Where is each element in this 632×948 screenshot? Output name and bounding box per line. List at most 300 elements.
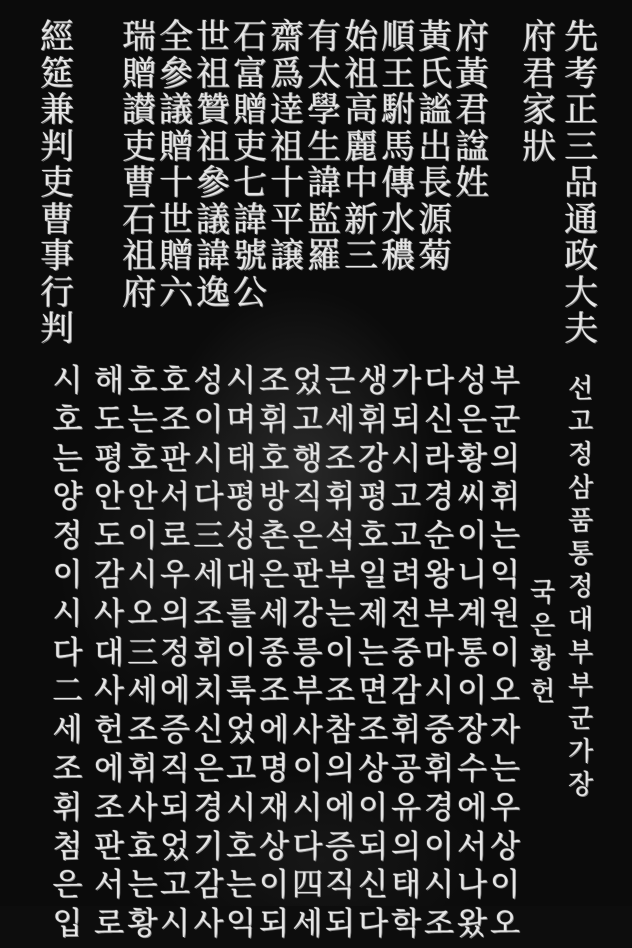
glyph: 府 (455, 17, 489, 57)
glyph: 有 (307, 17, 341, 57)
glyph: 판 (94, 828, 124, 865)
glyph: 에 (259, 712, 289, 749)
glyph: 촌 (259, 518, 289, 555)
glyph: 이 (127, 518, 158, 555)
glyph: 학 (391, 906, 421, 943)
glyph: 이 (292, 750, 323, 787)
hanja-column-1 (564, 17, 598, 349)
glyph: 시 (193, 440, 224, 477)
glyph: 穠 (381, 236, 415, 276)
glyph: 경 (193, 789, 224, 826)
glyph: 사 (127, 789, 158, 826)
glyph: 호 (226, 828, 256, 865)
glyph: 은 (259, 556, 289, 593)
glyph: 부 (568, 671, 594, 701)
glyph: 씨 (457, 479, 487, 516)
glyph: 品 (564, 163, 598, 203)
glyph: 三 (193, 518, 224, 555)
glyph: 조 (325, 440, 355, 477)
glyph: 선 (568, 374, 594, 404)
glyph: 양 (52, 479, 83, 516)
glyph: 익 (490, 556, 520, 593)
glyph: 고 (391, 479, 421, 516)
glyph: 강 (358, 440, 388, 477)
hangul-column-10 (193, 363, 224, 948)
glyph: 의 (391, 828, 421, 865)
glyph: 서 (457, 828, 487, 865)
glyph: 狀 (522, 126, 556, 167)
glyph: 贈 (122, 53, 156, 94)
glyph: 생 (358, 363, 388, 399)
glyph: 吏 (122, 126, 156, 167)
glyph: 瑞 (122, 17, 156, 57)
glyph: 黃 (455, 53, 489, 94)
glyph: 馬 (381, 126, 415, 167)
glyph: 七 (233, 163, 267, 203)
glyph: 參 (159, 53, 193, 94)
glyph: 府 (522, 17, 556, 57)
glyph: 四 (292, 867, 323, 904)
glyph: 증 (325, 828, 355, 865)
hanja-column-10 (196, 17, 230, 313)
glyph: 왕 (424, 556, 454, 593)
hangul-title (568, 376, 593, 805)
glyph: 려 (391, 556, 421, 593)
glyph: 議 (196, 199, 230, 240)
glyph: 曹 (122, 163, 156, 203)
glyph: 六 (159, 272, 193, 313)
glyph: 君 (455, 90, 489, 130)
glyph: 면 (358, 673, 388, 710)
glyph: 조 (193, 595, 224, 632)
hanja-column-6 (344, 17, 378, 276)
glyph: 에 (457, 789, 487, 826)
glyph: 우 (490, 789, 520, 826)
glyph: 공 (391, 750, 421, 787)
glyph: 生 (307, 126, 341, 167)
glyph: 조 (127, 712, 158, 749)
glyph: 었 (160, 828, 190, 865)
glyph: 平 (270, 199, 304, 240)
glyph: 에 (325, 789, 355, 826)
glyph: 의 (160, 595, 190, 632)
glyph: 입 (52, 906, 83, 943)
glyph: 太 (307, 53, 341, 94)
hanja-column-9 (233, 17, 267, 313)
glyph: 익 (226, 906, 256, 943)
glyph: 휘 (259, 401, 289, 438)
glyph: 經 (40, 17, 74, 57)
hanja-column-8 (270, 17, 304, 276)
glyph: 상 (490, 828, 520, 865)
glyph: 조 (424, 906, 454, 943)
glyph: 에 (160, 673, 190, 710)
glyph: 政 (564, 236, 598, 276)
glyph: 조 (325, 673, 355, 710)
glyph: 夫 (564, 309, 598, 349)
glyph: 逹 (270, 90, 304, 130)
hangul-column-8 (259, 363, 289, 948)
glyph: 다 (193, 479, 224, 516)
hangul-column-4 (391, 363, 421, 948)
glyph: 부 (490, 363, 520, 399)
glyph: 氏 (418, 53, 452, 94)
glyph: 서 (160, 479, 190, 516)
hangul-column-12 (127, 363, 158, 948)
glyph: 수 (457, 750, 487, 787)
glyph: 황 (457, 440, 487, 477)
glyph: 世 (196, 17, 230, 57)
glyph: 부 (568, 638, 594, 668)
glyph: 호 (127, 363, 158, 399)
glyph: 石 (233, 17, 267, 57)
glyph: 駙 (381, 90, 415, 130)
glyph: 삼 (568, 473, 594, 503)
glyph: 贈 (233, 90, 267, 130)
glyph: 이 (490, 867, 520, 904)
glyph: 齋 (270, 17, 304, 57)
glyph: 다 (292, 828, 323, 865)
glyph: 참 (325, 712, 355, 749)
glyph: 시 (52, 363, 83, 399)
glyph: 祖 (344, 53, 378, 94)
glyph: 水 (381, 199, 415, 240)
glyph: 爲 (270, 53, 304, 94)
glyph: 에 (94, 750, 124, 787)
glyph: 니 (457, 556, 487, 593)
glyph: 정 (568, 440, 594, 470)
glyph: 姓 (455, 163, 489, 203)
glyph: 되 (325, 906, 355, 943)
glyph: 全 (159, 17, 193, 57)
glyph: 祖 (122, 236, 156, 276)
glyph: 시 (226, 363, 256, 399)
glyph: 譲 (270, 236, 304, 276)
glyph: 의 (490, 440, 520, 477)
glyph: 감 (391, 673, 421, 710)
glyph: 謐 (418, 90, 452, 130)
glyph: 吏 (40, 163, 74, 203)
glyph: 나 (457, 867, 487, 904)
glyph: 정 (52, 518, 83, 555)
glyph: 羅 (307, 236, 341, 276)
glyph: 휘 (490, 479, 520, 516)
glyph: 도 (94, 401, 124, 438)
glyph: 상 (259, 828, 289, 865)
glyph: 諡 (455, 126, 489, 167)
glyph: 高 (344, 90, 378, 130)
glyph: 근 (325, 363, 355, 399)
glyph: 이 (457, 518, 487, 555)
glyph: 이 (52, 556, 83, 593)
hangul-column-7 (292, 363, 323, 948)
glyph: 순 (424, 518, 454, 555)
glyph: 은 (193, 750, 224, 787)
glyph: 十 (270, 163, 304, 203)
glyph: 고 (160, 867, 190, 904)
glyph: 石 (122, 199, 156, 240)
glyph: 되 (391, 401, 421, 438)
glyph: 通 (564, 199, 598, 240)
glyph: 해 (94, 363, 124, 399)
glyph: 고 (292, 401, 323, 438)
glyph: 筵 (40, 53, 74, 94)
glyph: 判 (40, 309, 74, 349)
glyph: 릉 (292, 634, 323, 671)
hanja-column-5 (381, 17, 415, 276)
glyph: 서 (94, 867, 124, 904)
glyph: 사 (292, 712, 323, 749)
glyph: 祖 (270, 126, 304, 167)
glyph: 군 (490, 401, 520, 438)
glyph: 명 (259, 750, 289, 787)
glyph: 휘 (391, 712, 421, 749)
glyph: 부 (325, 556, 355, 593)
glyph: 고 (391, 518, 421, 555)
glyph: 방 (259, 479, 289, 516)
glyph: 성 (457, 363, 487, 399)
glyph: 源 (418, 199, 452, 240)
glyph: 諱 (307, 163, 341, 203)
glyph: 吏 (233, 126, 267, 167)
glyph: 조 (52, 750, 83, 787)
glyph: 사 (94, 673, 124, 710)
hangul-column-1 (490, 363, 520, 948)
glyph: 祖 (196, 53, 230, 94)
glyph: 호 (52, 401, 83, 438)
glyph: 재 (259, 789, 289, 826)
hangul-column-14 (52, 363, 83, 948)
glyph: 중 (424, 712, 454, 749)
glyph: 府 (122, 272, 156, 313)
glyph: 이 (226, 634, 256, 671)
glyph: 조 (358, 712, 388, 749)
glyph: 행 (292, 440, 323, 477)
glyph: 부 (292, 673, 323, 710)
glyph: 十 (159, 163, 193, 203)
glyph: 參 (196, 163, 230, 203)
hangul-column-9 (226, 363, 256, 948)
glyph: 되 (358, 828, 388, 865)
glyph: 헌 (94, 712, 124, 749)
glyph: 贊 (196, 90, 230, 130)
glyph: 직 (292, 479, 323, 516)
glyph: 新 (344, 199, 378, 240)
glyph: 정 (160, 634, 190, 671)
glyph: 가 (568, 737, 594, 767)
glyph: 大 (564, 272, 598, 313)
hanja-column-11 (159, 17, 193, 313)
glyph: 公 (233, 272, 267, 313)
glyph: 상 (358, 750, 388, 787)
glyph: 는 (127, 867, 158, 904)
glyph: 는 (490, 750, 520, 787)
glyph: 시 (160, 906, 190, 943)
glyph: 이 (325, 634, 355, 671)
glyph: 祖 (196, 126, 230, 167)
glyph: 대 (226, 556, 256, 593)
glyph: 세 (325, 401, 355, 438)
glyph: 監 (307, 199, 341, 240)
glyph: 는 (325, 595, 355, 632)
glyph: 되 (259, 906, 289, 943)
glyph: 평 (358, 479, 388, 516)
glyph: 왔 (457, 906, 487, 943)
glyph: 考 (564, 53, 598, 94)
glyph: 통 (457, 634, 487, 671)
glyph: 시 (292, 789, 323, 826)
glyph: 은 (530, 611, 556, 641)
glyph: 석 (325, 518, 355, 555)
glyph: 종 (259, 634, 289, 671)
glyph: 는 (490, 518, 520, 555)
glyph: 국 (530, 578, 556, 608)
glyph: 長 (418, 163, 452, 203)
glyph: 휘 (358, 401, 388, 438)
glyph: 가 (391, 363, 421, 399)
glyph: 신 (358, 867, 388, 904)
glyph: 은 (457, 401, 487, 438)
glyph: 富 (233, 53, 267, 94)
glyph: 오 (490, 906, 520, 943)
glyph: 증 (160, 712, 190, 749)
glyph: 감 (94, 556, 124, 593)
glyph: 오 (490, 673, 520, 710)
glyph: 로 (160, 518, 190, 555)
glyph: 로 (94, 906, 124, 943)
glyph: 는 (127, 401, 158, 438)
glyph: 家 (522, 90, 556, 130)
glyph: 시 (424, 673, 454, 710)
glyph: 는 (358, 634, 388, 671)
glyph: 호 (358, 518, 388, 555)
glyph: 직 (160, 750, 190, 787)
glyph: 議 (159, 90, 193, 130)
glyph: 전 (391, 595, 421, 632)
glyph: 통 (568, 539, 594, 569)
glyph: 첨 (52, 828, 83, 865)
glyph: 이 (490, 634, 520, 671)
glyph: 贈 (159, 126, 193, 167)
glyph: 出 (418, 126, 452, 167)
glyph: 안 (127, 479, 158, 516)
glyph: 사 (94, 595, 124, 632)
glyph: 麗 (344, 126, 378, 167)
glyph: 오 (127, 595, 158, 632)
glyph: 二 (52, 673, 83, 710)
glyph: 世 (159, 199, 193, 240)
glyph: 계 (457, 595, 487, 632)
glyph: 조 (94, 789, 124, 826)
hanja-column-3 (455, 17, 489, 203)
glyph: 세 (52, 712, 83, 749)
glyph: 三 (344, 236, 378, 276)
hanja-column-13 (40, 17, 74, 349)
glyph: 장 (568, 770, 594, 800)
glyph: 헌 (530, 677, 556, 707)
glyph: 대 (94, 634, 124, 671)
glyph: 장 (457, 712, 487, 749)
glyph: 의 (325, 750, 355, 787)
glyph: 諱 (196, 236, 230, 276)
glyph: 逸 (196, 272, 230, 313)
glyph: 시 (424, 867, 454, 904)
hangul-column-3 (424, 363, 454, 948)
hanja-column-12 (122, 17, 156, 313)
glyph: 휘 (127, 750, 158, 787)
glyph: 제 (358, 595, 388, 632)
glyph: 判 (40, 126, 74, 167)
glyph: 고 (568, 407, 594, 437)
glyph: 조 (160, 401, 190, 438)
glyph: 이 (424, 828, 454, 865)
glyph: 사 (193, 906, 224, 943)
glyph: 우 (160, 556, 190, 593)
hanja-column-2 (522, 17, 556, 167)
glyph: 신 (193, 712, 224, 749)
hangul-column-5 (358, 363, 388, 948)
glyph: 다 (424, 363, 454, 399)
glyph: 는 (226, 867, 256, 904)
glyph: 기 (193, 828, 224, 865)
glyph: 군 (568, 704, 594, 734)
glyph: 평 (94, 440, 124, 477)
glyph: 曹 (40, 199, 74, 240)
glyph: 은 (52, 867, 83, 904)
glyph: 성 (226, 518, 256, 555)
glyph: 시 (226, 789, 256, 826)
glyph: 태 (391, 867, 421, 904)
glyph: 성 (193, 363, 224, 399)
glyph: 시 (391, 440, 421, 477)
glyph: 이 (358, 789, 388, 826)
glyph: 며 (226, 401, 256, 438)
glyph: 는 (52, 440, 83, 477)
glyph: 경 (424, 479, 454, 516)
glyph: 강 (292, 595, 323, 632)
glyph: 이 (259, 867, 289, 904)
glyph: 황 (530, 644, 556, 674)
glyph: 룩 (226, 673, 256, 710)
glyph: 라 (424, 440, 454, 477)
glyph: 은 (292, 518, 323, 555)
glyph: 세 (193, 556, 224, 593)
glyph: 효 (127, 828, 158, 865)
glyph: 事 (40, 236, 74, 276)
glyph: 傳 (381, 163, 415, 203)
hangul-column-6 (325, 363, 355, 948)
glyph: 호 (160, 363, 190, 399)
glyph: 되 (160, 789, 190, 826)
glyph: 호 (127, 440, 158, 477)
hanja-column-7 (307, 17, 341, 276)
glyph: 學 (307, 90, 341, 130)
glyph: 치 (193, 673, 224, 710)
glyph: 先 (564, 17, 598, 57)
glyph: 세 (259, 595, 289, 632)
glyph: 시 (127, 556, 158, 593)
glyph: 대 (568, 605, 594, 635)
glyph: 다 (358, 906, 388, 943)
glyph: 안 (94, 479, 124, 516)
glyph: 兼 (40, 90, 74, 130)
glyph: 호 (259, 440, 289, 477)
hangul-column-13 (94, 363, 124, 948)
glyph: 휘 (193, 634, 224, 671)
glyph: 도 (94, 518, 124, 555)
glyph: 이 (193, 401, 224, 438)
glyph: 일 (358, 556, 388, 593)
